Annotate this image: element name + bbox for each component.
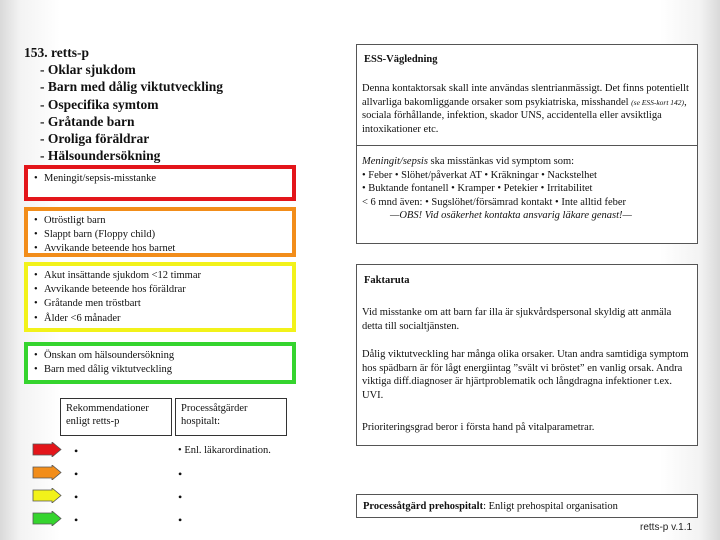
list-item: • Barn med dålig viktutveckling <box>34 364 173 376</box>
priority-box-green <box>24 342 296 384</box>
header-line: - Oroliga föräldrar <box>40 131 150 147</box>
recommendation-bullet: • <box>74 513 79 527</box>
header-line: - Gråtande barn <box>40 113 135 129</box>
divider <box>356 145 698 146</box>
prehospital-text: Processåtgärd prehospitalt: Enligt prehospital organisation <box>363 501 618 512</box>
list-item: • Ålder <6 månader <box>34 312 121 324</box>
ess-title: ESS-Vägledning <box>364 54 438 65</box>
list-item: • Avvikande beteende hos barnet <box>34 243 176 255</box>
priority-box-yellow <box>24 262 296 332</box>
fact-paragraph: Dålig viktutveckling har många olika orsaker. Utan andra samtidiga symptom hos spädbarn är för lågt energiintag ”svält vi bröstet” en vanlig orsak. Andra viktiga diff.diagnoser är hjärtproblematik och långdragna infektioner t.ex. UVI. <box>362 349 689 401</box>
green-arrow-icon <box>32 511 62 526</box>
complaint-title: 153. retts-p <box>24 45 89 60</box>
fact-paragraph: Vid misstanke om att barn far illa är sjukvårdspersonal skyldig att anmäla detta till socialtjänsten. <box>362 307 672 332</box>
header-line: - Oklar sjukdom <box>40 62 136 78</box>
red-arrow-icon <box>32 442 62 457</box>
fact-paragraph: Prioriteringsgrad beror i första hand på vitalparametrar. <box>362 422 595 433</box>
meningitis-guidance: Meningit/sepsis ska misstänkas vid symptom som: • Feber • Slöhet/påverkat AT • Kräkningar • Nackstelhet • Buktande fontanell • Kramper • Petekier • Irritabilitet < 6 mnd även: • Sugslöhet/försämrad kontakt • Inte alltid feber —OBS! Vid osäkerhet kontakta ansvarig läkare genast!— <box>362 156 632 221</box>
list-item: • Meningit/sepsis-misstanke <box>34 173 156 184</box>
header-line: - Hälsoundersökning <box>40 148 161 164</box>
process-bullet: • <box>178 513 183 527</box>
complaint-header <box>24 44 294 164</box>
yellow-arrow-icon <box>32 488 62 503</box>
recommendations-header: Rekommendationer enligt retts-p <box>60 398 172 436</box>
process-bullet: • <box>178 490 183 504</box>
ess-text: Denna kontaktorsak skall inte användas slentrianmässigt. Det finns potentiellt allvarliga bakomliggande orsaker som psykiatriska, misshandel (se ESS-kort 142), sociala förhållande, infektion, skador UNS, accidentella eller avsiktliga intoxikationer etc. <box>362 83 689 135</box>
fact-title: Faktaruta <box>364 275 410 286</box>
process-item: • Enl. läkarordination. <box>178 445 271 456</box>
priority-box-red <box>24 165 296 201</box>
list-item: • Slappt barn (Floppy child) <box>34 229 156 241</box>
priority-box-orange <box>24 207 296 257</box>
list-item: • Önskan om hälsoundersökning <box>34 350 175 361</box>
version-label: retts-p v.1.1 <box>640 522 693 533</box>
process-bullet: • <box>178 467 183 481</box>
list-item: • Otröstligt barn <box>34 215 106 226</box>
list-item: • Avvikande beteende hos föräldrar <box>34 284 186 296</box>
list-item: • Gråtande men tröstbart <box>34 298 141 310</box>
recommendation-bullet: • <box>74 467 79 481</box>
recommendation-bullet: • <box>74 490 79 504</box>
recommendation-bullet: • <box>74 444 79 458</box>
orange-arrow-icon <box>32 465 62 480</box>
list-item: • Akut insättande sjukdom <12 timmar <box>34 270 201 281</box>
header-line: - Barn med dålig viktutveckling <box>40 79 224 95</box>
process-hospital-header: Processåtgärder hospitalt: <box>175 398 287 436</box>
header-line: - Ospecifika symtom <box>40 96 159 112</box>
